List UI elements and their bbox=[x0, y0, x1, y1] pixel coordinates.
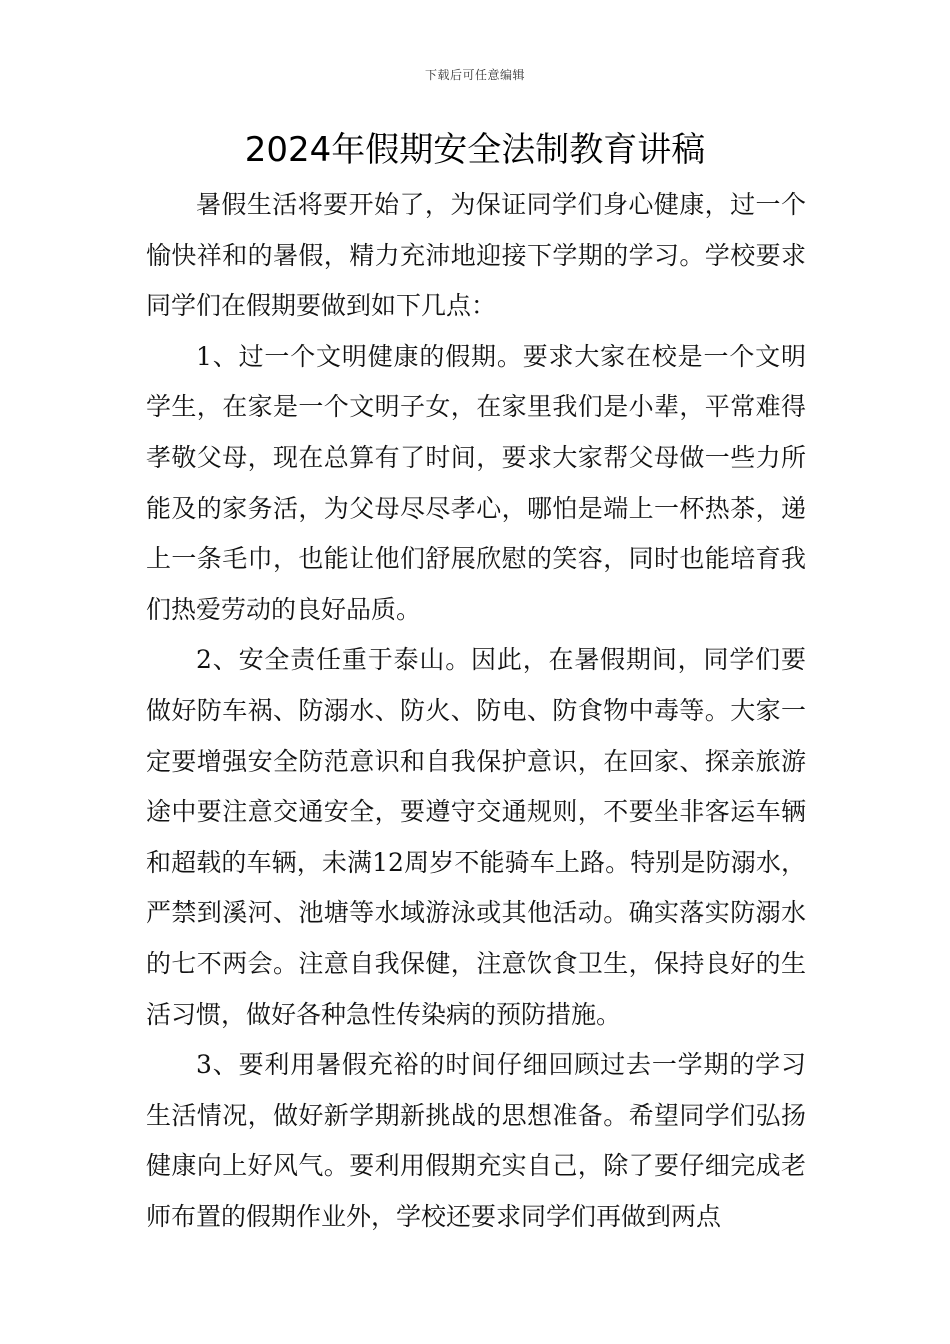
paragraph-intro: 暑假生活将要开始了，为保证同学们身心健康，过一个愉快祥和的暑假，精力充沛地迎接下学期的学习。学校要求同学们在假期要做到如下几点： bbox=[146, 190, 806, 321]
paragraph-item-2: 2、安全责任重于泰山。因此，在暑假期间，同学们要做好防车祸、防溺水、防火、防电、防食物中毒等。大家一定要增强安全防范意识和自我保护意识，在回家、探亲旅游途中要注意交通安全，要遵守交通规则，不要坐非客运车辆和超载的车辆，未满12周岁不能骑车上路。特别是防溺水，严禁到溪河、池塘等水域游泳或其他活动。确实落实防溺水的七不两会。注意自我保健，注意饮食卫生，保持良好的生活习惯，做好各种急性传染病的预防措施。 bbox=[146, 645, 806, 1029]
document-body bbox=[146, 180, 806, 1242]
paragraph-item-1: 1、过一个文明健康的假期。要求大家在校是一个文明学生，在家是一个文明子女，在家里我们是小辈，平常难得孝敬父母，现在总算有了时间，要求大家帮父母做一些力所能及的家务活，为父母尽尽孝心，哪怕是端上一杯热茶，递上一条毛巾，也能让他们舒展欣慰的笑容，同时也能培育我们热爱劳动的良好品质。 bbox=[146, 341, 806, 624]
paragraph-item-3: 3、要利用暑假充裕的时间仔细回顾过去一学期的学习生活情况，做好新学期新挑战的思想准备。希望同学们弘扬健康向上好风气。要利用假期充实自己，除了要仔细完成老师布置的假期作业外，学校还要求同学们再做到两点 bbox=[146, 1050, 806, 1231]
document-title: 2024年假期安全法制教育讲稿 bbox=[244, 130, 706, 170]
header-note: 下载后可任意编辑 bbox=[424, 68, 525, 82]
